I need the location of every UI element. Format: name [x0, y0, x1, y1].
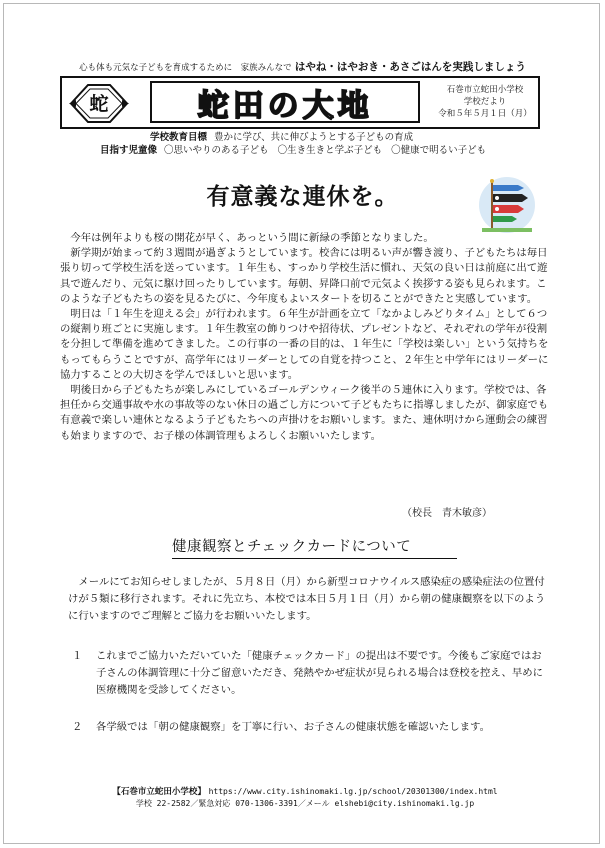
school-emblem-icon: [68, 82, 130, 125]
title-box: [150, 81, 420, 123]
child-goal-item: 〇生き生きと学ぶ子ども: [277, 145, 383, 156]
health-intro-text: メールにてお知らせしましたが、５月８日（月）から新型コロナウイルス感染症の感染症法の位置付けが５類に移行されます。それに先立ち、本校では本日５月１日（月）から朝の健康観察を以下のように行いますのでご理解とご協力をお願いいたします。: [68, 576, 546, 622]
slogan-lead: 心も体も元気な子どもを育成するために 家族みんなで: [79, 63, 292, 73]
list-item-text: これまでご協力いただいていた「健康チェックカード」の提出は不要です。今後もご家庭ではお子さんの体調管理に十分ご留意いただき、発熱やかぜ症状が見られる場合は登校を控え、早めに医療機関を受診してください。: [96, 650, 544, 696]
school-info: [434, 84, 536, 120]
issue-date: 令和５年５月１日（月）: [438, 109, 532, 119]
emblem-text: 蛇: [89, 93, 109, 115]
edu-goal-text: 豊かに学び、共に伸びようとする子どもの育成: [214, 132, 414, 143]
article-paragraph: 新学期が始まって約３週間が過ぎようとしています。校舎には明るい声が響き渡り、子どもたちは毎日張り切って学校生活を送っています。１年生も、すっかり学校生活に慣れ、天気の良い日は前庭に出て遊具で遊んだり、元気に駆け回ったりしています。毎朝、昇降口前で元気よく挨拶する姿も見られます。このような子どもたちの姿を見るたびに、今年度もよいスタートを切ることができたと実感しています。: [60, 247, 548, 305]
edu-goal-label: 学校教育目標: [150, 132, 208, 143]
article-body: [60, 231, 552, 444]
list-item-number: １: [72, 650, 83, 662]
newsletter-label: 学校だより: [463, 97, 507, 107]
article-paragraph: 明後日から子どもたちが楽しみにしているゴールデンウィーク後半の５連休に入ります。学校では、各担任から交通事故や水の事故等のない休日の過ごし方について子どもたちに指導しましたが、御家庭でも有意義で楽しい連休となるよう子どもたちへの声掛けをお願いします。また、連休明けから運動会の練習も始まりますので、お子様の体調管理もよろしくお願いいたします。: [60, 384, 549, 442]
list-item: [68, 719, 552, 736]
list-item-text: 各学級では「朝の健康観察」を丁寧に行い、お子さんの健康状態を確認いたします。: [96, 721, 491, 733]
slogan: [0, 59, 605, 74]
child-goal-label: 目指す児童像: [100, 145, 158, 156]
footer-contact: 学校 22-2582／緊急対応 070-1306-3391／メール elshebi@city.ishinomaki.lg.jp: [135, 799, 475, 808]
child-goal-item: 〇思いやりのある子ども: [164, 145, 269, 156]
health-intro: [68, 574, 552, 625]
newsletter-title: 蛇田の大地: [197, 87, 373, 124]
list-item: [68, 648, 552, 699]
slogan-main: はやね・はやおき・あさごはんを実践しましょう: [294, 61, 526, 73]
footer: [90, 786, 520, 810]
koinobori-illustration-icon: [478, 176, 536, 234]
principal-signature: （校長 青木敏彦）: [402, 508, 492, 519]
child-goal-item: 〇健康で明るい子ども: [391, 145, 487, 156]
footer-school: 【石巻市立蛇田小学校】: [112, 787, 206, 797]
article-title: 有意義な連休を。: [206, 184, 399, 210]
article-paragraph: 明日は「１年生を迎える会」が行われます。６年生が計画を立て「なかよしみどりタイム」として６つの縦割り班ごとに実施します。１年生教室の飾りつけや招待状、プレゼントなど、それぞれの学年が役割を分担して準備を進めてきました。この行事の一番の目的は、１年生に「学校は楽しい」という気持ちをもってもらうことですが、高学年にはリーダーとしての自覚を持つこと、２年生と中学年にはリーダーに協力することの大切さを学んでほしいと思います。: [60, 308, 549, 381]
footer-url-link[interactable]: https://www.city.ishinomaki.lg.jp/school/20301300/index.html: [208, 787, 498, 796]
list-item-number: ２: [72, 721, 83, 733]
section-title: 健康観察とチェックカードについて: [172, 535, 457, 559]
school-name: 石巻市立蛇田小学校: [446, 85, 524, 95]
school-goals: [0, 131, 605, 157]
masthead: [60, 76, 540, 129]
article-paragraph: 今年は例年よりも桜の開花が早く、あっという間に新緑の季節となりました。: [70, 232, 434, 244]
